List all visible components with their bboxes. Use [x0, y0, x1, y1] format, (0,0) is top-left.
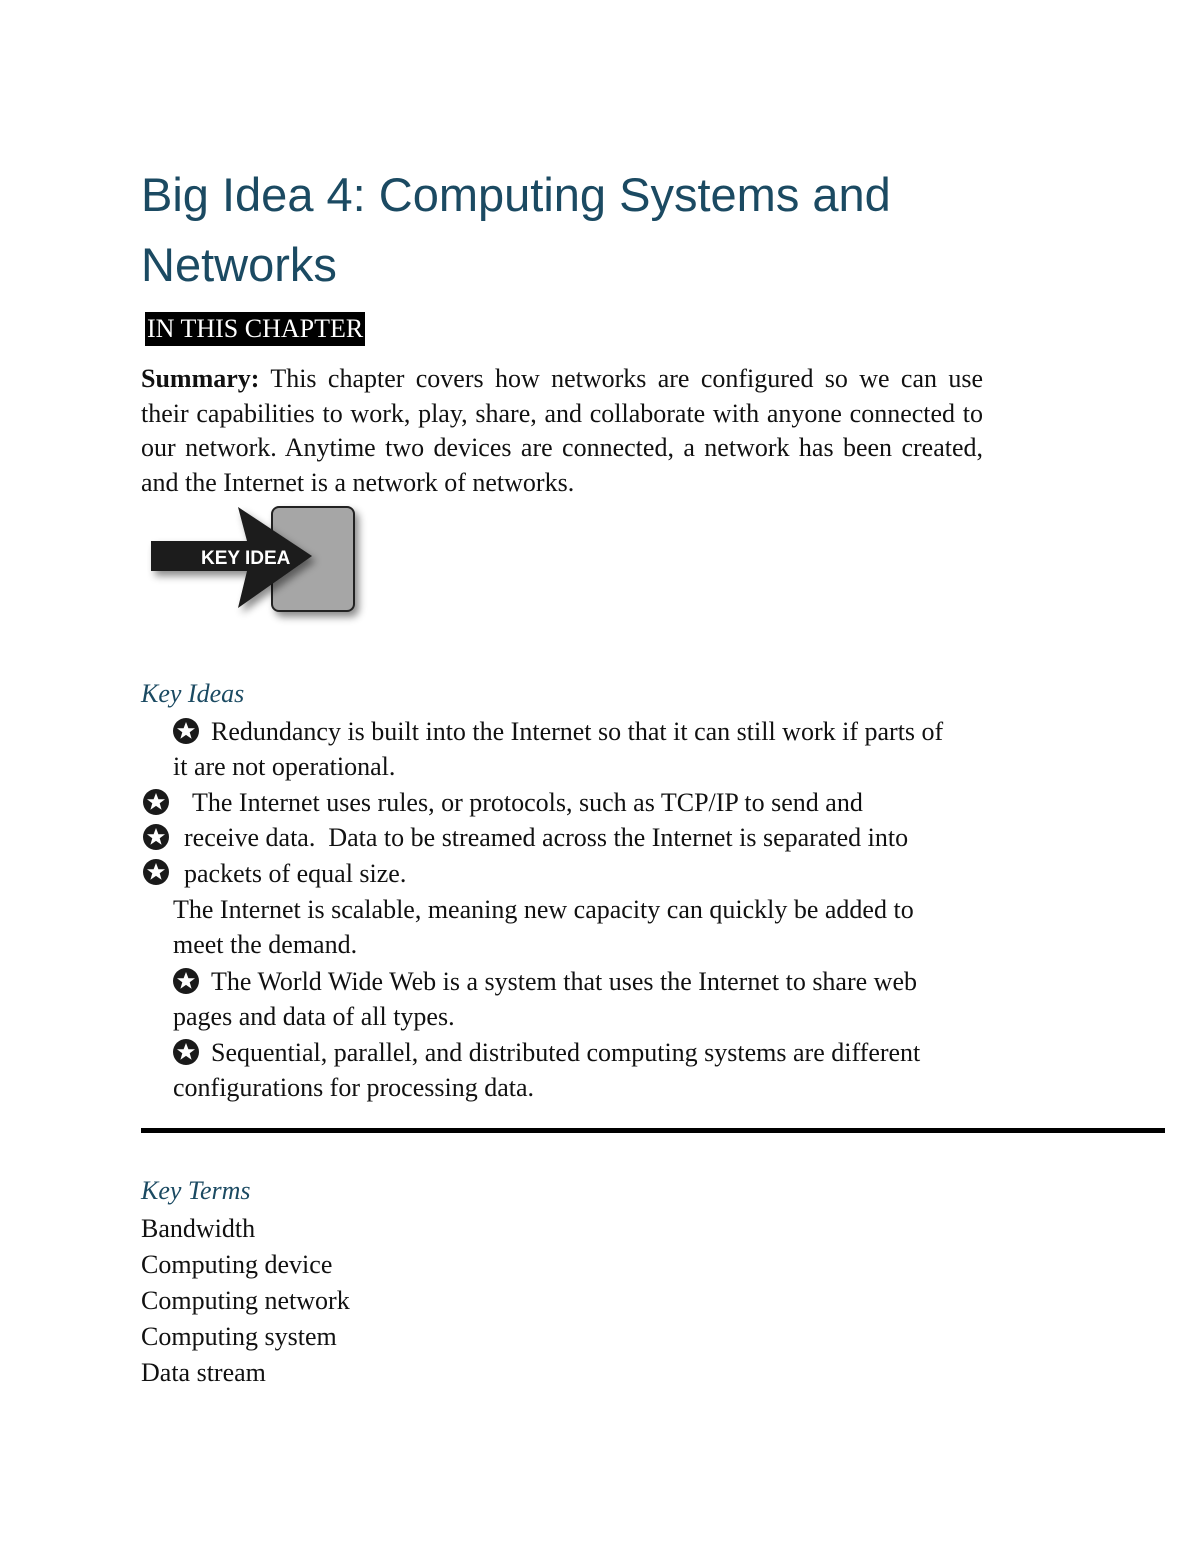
key-term: Computing system — [141, 1322, 337, 1351]
section-divider — [141, 1128, 1165, 1133]
key-idea-graphic — [147, 503, 382, 628]
key-idea-line: configurations for processing data. — [173, 1073, 535, 1102]
circled-star-icon — [173, 1039, 199, 1065]
key-idea-badge-text: KEY IDEA — [201, 548, 291, 569]
circled-star-icon — [173, 968, 199, 994]
chapter-tag: IN THIS CHAPTER — [145, 312, 365, 346]
key-terms-list — [141, 1212, 350, 1390]
key-idea-line: packets of equal size. — [184, 859, 407, 888]
key-idea-line: Sequential, parallel, and distributed computing systems are different — [211, 1038, 921, 1067]
key-idea-line: Redundancy is built into the Internet so that it can still work if parts of — [211, 717, 944, 746]
summary-text: This chapter covers how networks are configured so we can use their capabilities to work, play, share, and collaborate with anyone connected to our network. Anytime two devices are connected, a network has been created, and the Internet is a network of networks. — [141, 364, 984, 497]
circled-star-icon — [143, 824, 169, 850]
key-idea-line: The Internet is scalable, meaning new capacity can quickly be added to — [173, 895, 914, 924]
page-title — [141, 160, 1041, 300]
key-term: Bandwidth — [141, 1214, 256, 1243]
key-idea-line: The World Wide Web is a system that uses the Internet to share web — [211, 967, 917, 996]
key-idea-line: meet the demand. — [173, 930, 358, 959]
key-idea-line: it are not operational. — [173, 752, 396, 781]
key-ideas-heading: Key Ideas — [141, 679, 245, 708]
summary-paragraph — [141, 362, 983, 500]
summary-label: Summary: — [141, 364, 260, 393]
key-idea-line: pages and data of all types. — [173, 1002, 455, 1031]
title-line-2: Networks — [141, 238, 337, 291]
circled-star-icon — [143, 789, 169, 815]
circled-star-icon — [173, 718, 199, 744]
circled-star-icon — [143, 859, 169, 885]
key-term: Data stream — [141, 1358, 266, 1387]
key-idea-line: receive data. Data to be streamed across the Internet is separated into — [184, 823, 909, 852]
key-idea-line: The Internet uses rules, or protocols, such as TCP/IP to send and — [192, 788, 863, 817]
key-terms-heading: Key Terms — [141, 1176, 251, 1205]
key-term: Computing device — [141, 1250, 333, 1279]
title-line-1: Big Idea 4: Computing Systems and — [141, 168, 891, 221]
key-term: Computing network — [141, 1286, 350, 1315]
